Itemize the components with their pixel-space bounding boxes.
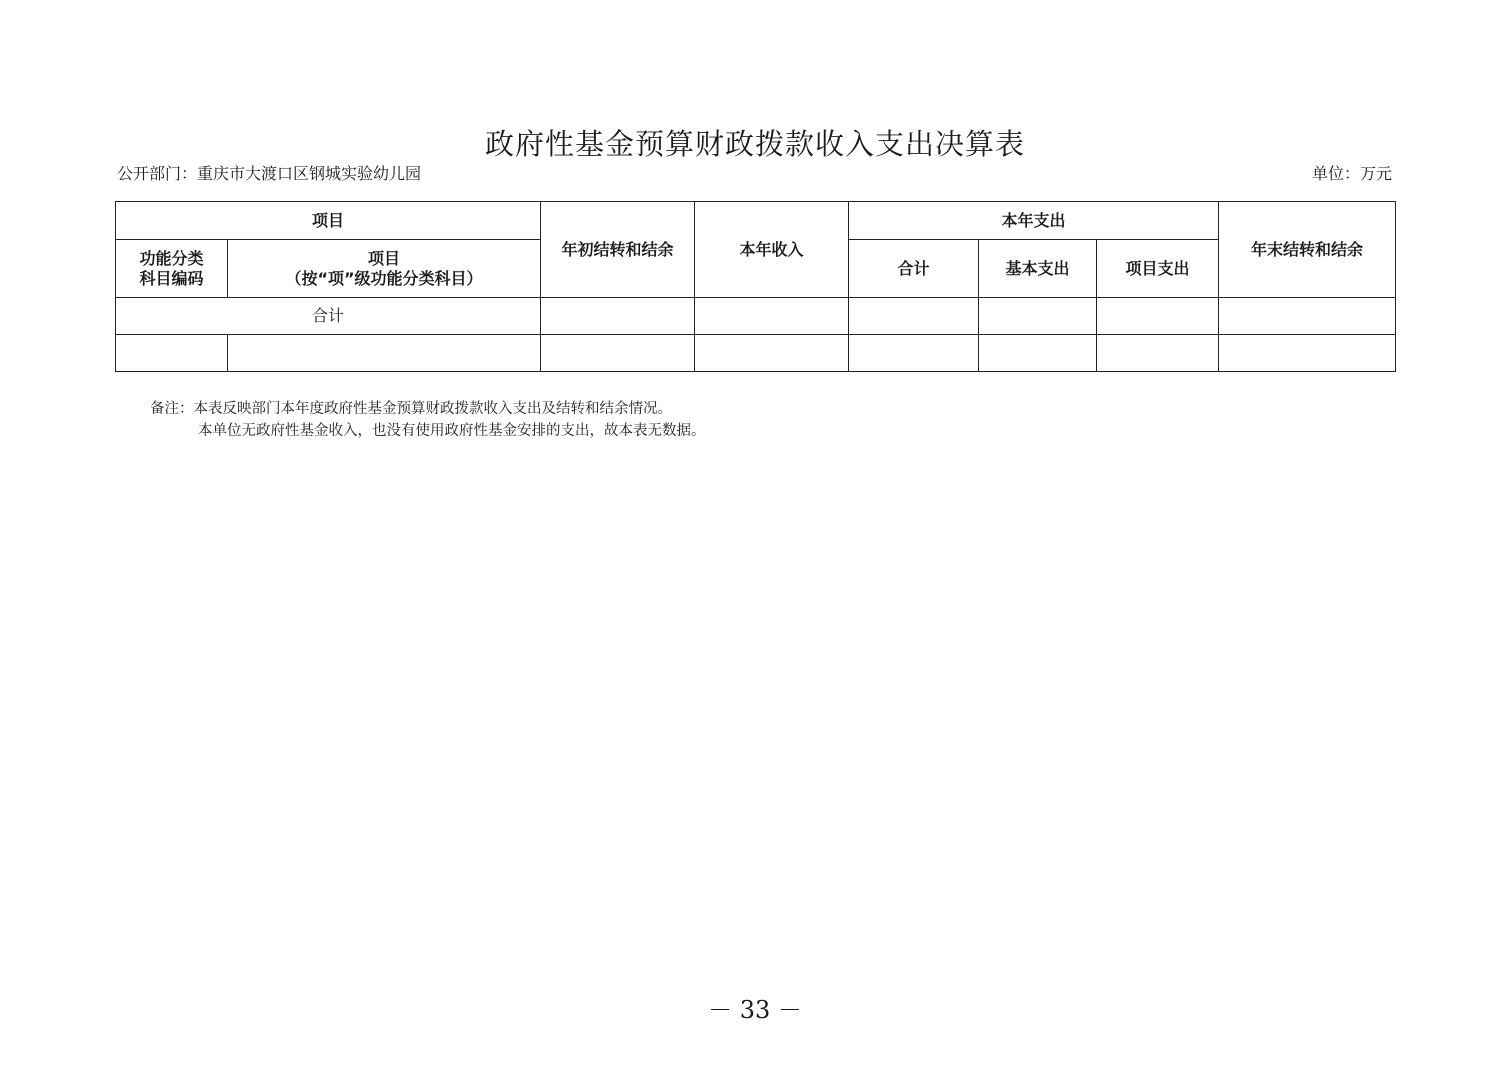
header-code: 功能分类 科目编码 [116, 240, 228, 298]
table-row-total [116, 298, 1396, 335]
note-line-1: 备注：本表反映部门本年度政府性基金预算财政拨款收入支出及结转和结余情况。 [150, 401, 672, 417]
header-item-group: 项目 [116, 202, 541, 240]
header-item-name-line2: （按“项”级功能分类科目） [285, 268, 483, 288]
table-cell [979, 335, 1097, 372]
table-cell [1219, 298, 1396, 335]
page-title: 政府性基金预算财政拨款收入支出决算表 [484, 127, 1025, 161]
table-cell [849, 335, 979, 372]
table-cell [116, 335, 228, 372]
table-cell [695, 298, 849, 335]
header-item-name-line1: 项目 [368, 248, 401, 268]
table-cell [541, 335, 695, 372]
table-cell [541, 298, 695, 335]
table-cell [695, 335, 849, 372]
page-number: － 33 － [708, 996, 802, 1024]
budget-table [115, 201, 1396, 372]
header-item-name [228, 240, 541, 298]
total-row-label: 合计 [116, 298, 541, 335]
header-expense-total: 合计 [849, 240, 979, 298]
department-label: 公开部门：重庆市大渡口区钢城实验幼儿园 [117, 164, 422, 183]
table-cell [849, 298, 979, 335]
notes [150, 398, 706, 442]
header-beginning-balance: 年初结转和结余 [541, 202, 695, 298]
note-line-2: 本单位无政府性基金收入，也没有使用政府性基金安排的支出，故本表无数据。 [198, 423, 706, 439]
header-basic-expense: 基本支出 [979, 240, 1097, 298]
header-ending-balance: 年末结转和结余 [1219, 202, 1396, 298]
table-row [116, 335, 1396, 372]
table-cell [1097, 298, 1219, 335]
header-expense-group: 本年支出 [849, 202, 1219, 240]
table-cell [1219, 335, 1396, 372]
table-cell [1097, 335, 1219, 372]
table-cell [979, 298, 1097, 335]
header-current-income: 本年收入 [695, 202, 849, 298]
unit-label: 单位：万元 [1311, 164, 1392, 183]
header-project-expense: 项目支出 [1097, 240, 1219, 298]
table-cell [228, 335, 541, 372]
